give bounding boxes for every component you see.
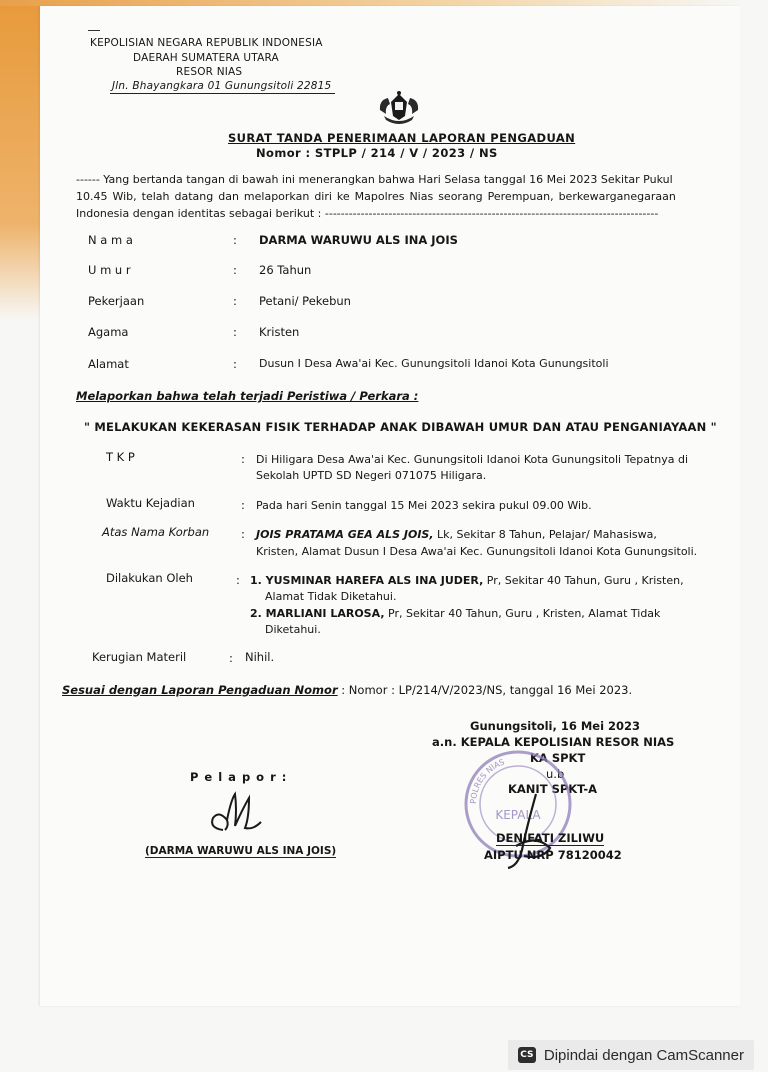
pelaku-colon: : [236, 573, 240, 587]
sesuai-value: : Nomor : LP/214/V/2023/NS, tanggal 16 Mei 2023. [341, 683, 633, 697]
pelapor-name: (DARMA WARUWU ALS INA JOIS) [145, 845, 337, 857]
pelaku-1-line-1 [250, 572, 684, 589]
korban-line-2: Kristen, Alamat Dusun I Desa Awa'ai Kec. Gunungsitoli Idanoi Kota Gunungsitoli. [256, 545, 698, 558]
identity-label-nama: N a m a [88, 233, 133, 247]
identity-colon: : [233, 233, 237, 247]
pelaku-2-name: 2. MARLIANI LAROSA, [250, 607, 385, 620]
identity-label-umur: U m u r [88, 263, 131, 277]
header-address: Jln. Bhayangkara 01 Gunungsitoli 22815 [110, 80, 335, 94]
intro-line-1: ------ Yang bertanda tangan di bawah ini menerangkan bahwa Hari Selasa tanggal 16 Mei 2023 Sekitar Pukul [76, 173, 673, 186]
pelaku-2-line-1 [250, 605, 660, 622]
header-institution: KEPOLISIAN NEGARA REPUBLIK INDONESIA [90, 37, 323, 49]
sign-kanit: KANIT SPKT-A [508, 782, 598, 796]
tkp-line-2: Sekolah UPTD SD Negeri 071075 Hiligara. [256, 469, 487, 482]
pelapor-signature [205, 790, 269, 836]
korban-colon: : [241, 527, 245, 541]
header-region: DAERAH SUMATERA UTARA [133, 52, 279, 64]
stamp-arc-text: POLRES NIAS [468, 757, 506, 805]
doc-title: SURAT TANDA PENERIMAAN LAPORAN PENGADUAN [228, 131, 576, 145]
identity-value-nama: DARMA WARUWU ALS INA JOIS [259, 233, 458, 247]
identity-value-alamat: Dusun I Desa Awa'ai Kec. Gunungsitoli Idanoi Kota Gunungsitoli [259, 357, 609, 370]
sign-ub: u.b [546, 767, 565, 781]
sesuai-label: Sesuai dengan Laporan Pengaduan Nomor [62, 683, 338, 697]
sesuai-line [62, 683, 632, 697]
header-resor: RESOR NIAS [176, 66, 243, 78]
identity-colon: : [233, 294, 237, 308]
police-emblem-icon [376, 90, 422, 124]
identity-colon: : [233, 263, 237, 277]
korban-name: JOIS PRATAMA GEA ALS JOIS, [256, 528, 434, 541]
pelaku-2-line-2: Diketahui. [265, 623, 321, 636]
kerugian-colon: : [229, 651, 233, 665]
identity-colon: : [233, 325, 237, 339]
sign-an: a.n. KEPALA KEPOLISIAN RESOR NIAS [432, 735, 675, 749]
pelaku-1-details: Pr, Sekitar 40 Tahun, Guru , Kristen, [486, 574, 684, 587]
waktu-value: Pada hari Senin tanggal 15 Mei 2023 sekira pukul 09.00 Wib. [256, 499, 592, 512]
identity-label-alamat: Alamat [88, 357, 129, 371]
waktu-colon: : [241, 498, 245, 512]
tkp-label: T K P [106, 450, 135, 464]
waktu-label: Waktu Kejadian [106, 496, 195, 510]
camscanner-icon: CS [518, 1047, 536, 1063]
scan-edge-orange [0, 0, 42, 320]
kerugian-value: Nihil. [245, 650, 275, 664]
korban-line-1 [256, 526, 657, 543]
pelaku-1-line-2: Alamat Tidak Diketahui. [265, 590, 397, 603]
kerugian-label: Kerugian Materil [92, 650, 187, 664]
sign-officer-name: DENIFATI ZILIWU [496, 831, 605, 845]
top-dash [88, 30, 100, 31]
tkp-colon: : [241, 452, 245, 466]
doc-number: Nomor : STPLP / 214 / V / 2023 / NS [256, 146, 498, 160]
sign-ka-spkt: KA SPKT [530, 751, 586, 765]
intro-line-2: 10.45 Wib, telah datang dan melaporkan diri ke Mapolres Nias seorang Perempuan, berkewarganegaraan [76, 190, 676, 203]
case-description: " MELAKUKAN KEKERASAN FISIK TERHADAP ANAK DIBAWAH UMUR DAN ATAU PENGANIAYAAN " [84, 420, 717, 434]
korban-details: Lk, Sekitar 8 Tahun, Pelajar/ Mahasiswa, [437, 528, 657, 541]
pelapor-label: P e l a p o r : [190, 770, 288, 784]
intro-line-3: Indonesia dengan identitas sebagai berikut : ------------------------------------------------------------------------------------ [76, 207, 659, 220]
camscanner-watermark [508, 1040, 754, 1070]
stamp-text: KEPALA [495, 808, 541, 822]
sign-place-date: Gunungsitoli, 16 Mei 2023 [470, 719, 641, 733]
identity-value-umur: 26 Tahun [259, 263, 312, 277]
pelaku-label: Dilakukan Oleh [106, 571, 193, 585]
pelaku-2-details: Pr, Sekitar 40 Tahun, Guru , Kristen, Alamat Tidak [388, 607, 661, 620]
tkp-line-1: Di Hiligara Desa Awa'ai Kec. Gunungsitoli Idanoi Kota Gunungsitoli Tepatnya di [256, 453, 689, 466]
identity-colon: : [233, 357, 237, 371]
camscanner-text: Dipindai dengan CamScanner [543, 1046, 744, 1064]
identity-label-agama: Agama [88, 325, 129, 339]
identity-label-pekerjaan: Pekerjaan [88, 294, 145, 308]
identity-value-agama: Kristen [259, 325, 300, 339]
korban-label: Atas Nama Korban [102, 525, 210, 539]
pelaku-1-name: 1. YUSMINAR HAREFA ALS INA JUDER, [250, 574, 484, 587]
report-heading: Melaporkan bahwa telah terjadi Peristiwa / Perkara : [76, 389, 419, 403]
sign-officer-nrp: AIPTU NRP 78120042 [484, 848, 622, 862]
identity-value-pekerjaan: Petani/ Pekebun [259, 294, 351, 308]
